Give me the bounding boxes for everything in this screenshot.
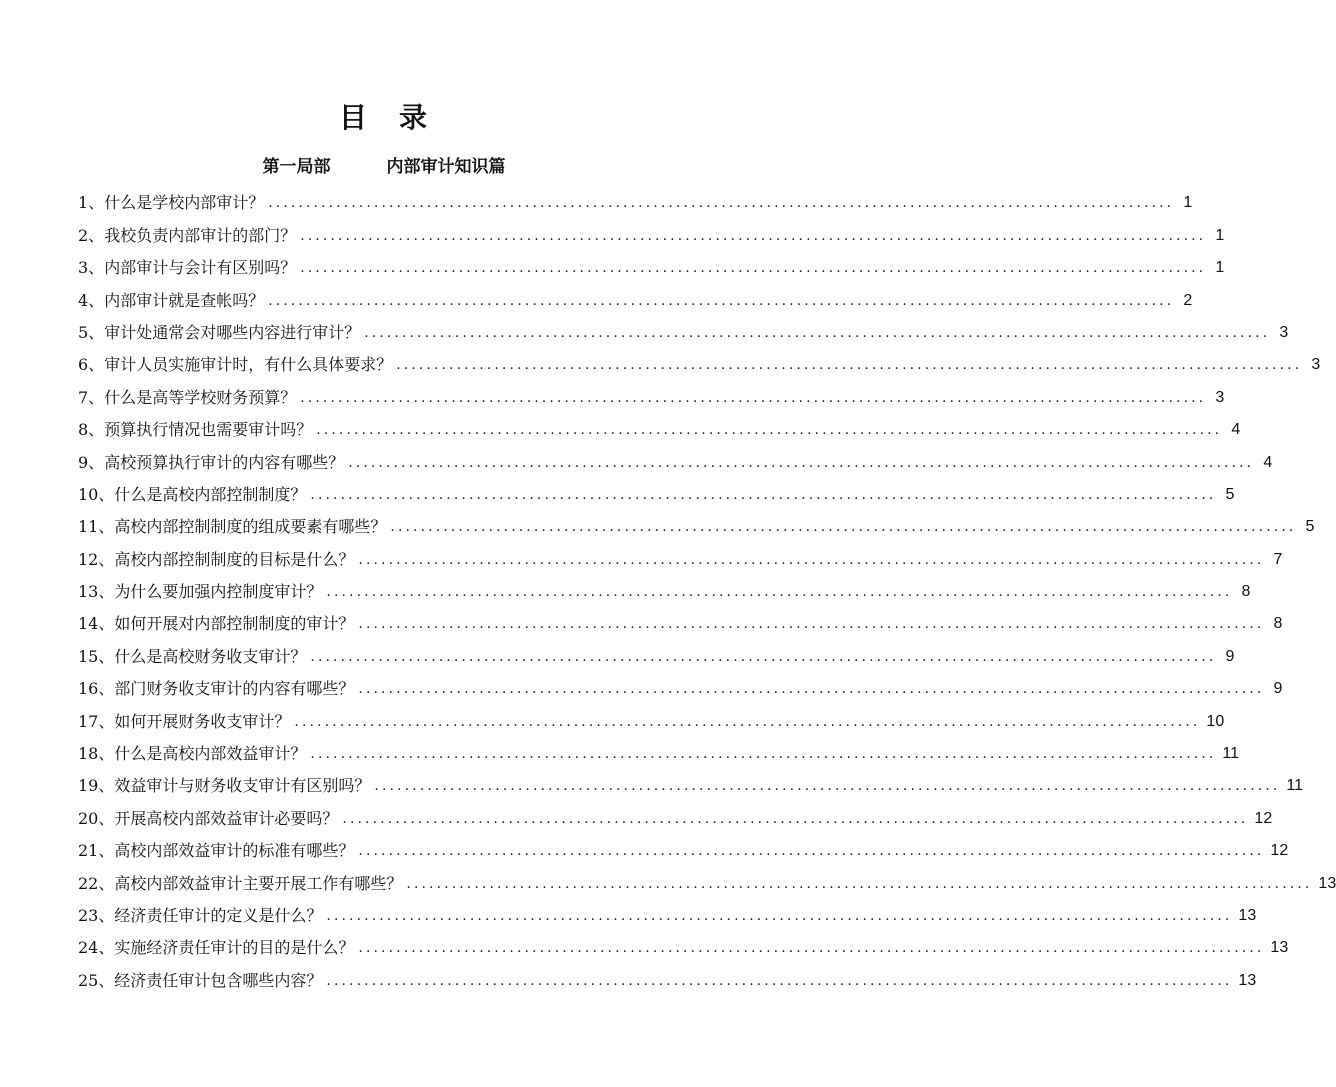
toc-entry-number: 16、: [78, 679, 115, 699]
toc-entry[interactable]: [78, 505, 1315, 537]
toc-entry-title: [78, 809, 342, 829]
toc-leader-dots: ........................................................................................................................: [326, 584, 1233, 601]
toc-entry[interactable]: [78, 829, 1289, 861]
toc-leader-dots: ........................................................................................................................: [374, 778, 1281, 795]
toc-entry-label: 我校负责内部审计的部门？: [104, 225, 297, 245]
toc-leader-dots: ........................................................................................................................: [358, 616, 1265, 633]
toc-entry-title: [78, 679, 358, 699]
toc-entry-title: [78, 906, 326, 926]
toc-leader-dots: ........................................................................................................................: [358, 681, 1265, 698]
toc-entry-title: [78, 938, 358, 958]
toc-entry-label: 高校内部效益审计主要开展工作有哪些？: [114, 873, 403, 893]
toc-entry-title: [78, 647, 310, 667]
toc-entry-number: 5、: [78, 322, 105, 342]
toc-entry-label: 部门财务收支审计的内容有哪些？: [114, 679, 355, 699]
toc-entry[interactable]: [78, 667, 1283, 699]
toc-entry[interactable]: [78, 894, 1257, 926]
toc-entry-number: 13、: [78, 582, 115, 602]
toc-leader-dots: ........................................................................................................................: [326, 972, 1233, 989]
toc-page-number: 8: [1241, 583, 1251, 601]
toc-page-number: 9: [1225, 647, 1235, 665]
toc-entry[interactable]: [78, 278, 1193, 310]
toc-entry-number: 8、: [78, 420, 105, 440]
toc-entry[interactable]: [78, 926, 1289, 958]
toc-entry-number: 10、: [78, 484, 115, 504]
toc-page-number: 9: [1273, 680, 1283, 698]
toc-entry[interactable]: [78, 958, 1257, 990]
toc-page-number: 11: [1222, 745, 1240, 763]
toc-entry-number: 21、: [78, 841, 115, 861]
toc-entry-title: [78, 193, 268, 213]
toc-entry[interactable]: [78, 408, 1241, 440]
toc-leader-dots: ........................................................................................................................: [358, 940, 1265, 957]
toc-leader-dots: ........................................................................................................................: [390, 519, 1297, 536]
title-char-2: 录: [399, 101, 430, 134]
toc-page-number: 7: [1273, 550, 1283, 568]
toc-leader-dots: ........................................................................................................................: [310, 746, 1217, 763]
toc-leader-dots: ........................................................................................................................: [300, 227, 1207, 244]
toc-entry[interactable]: [78, 343, 1321, 375]
toc-entry-title: [78, 258, 300, 278]
toc-entry-label: 预算执行情况也需要审计吗？: [104, 420, 313, 440]
toc-entry-number: 24、: [78, 938, 115, 958]
toc-page-number: 3: [1311, 356, 1321, 374]
toc-entry-label: 经济责任审计包含哪些内容？: [114, 970, 323, 990]
toc-leader-dots: ........................................................................................................................: [396, 357, 1303, 374]
toc-entry-number: 12、: [78, 549, 115, 569]
toc-entry-title: [78, 388, 300, 408]
toc-entry-number: 11、: [78, 517, 115, 537]
toc-entry-label: 如何开展财务收支审计？: [114, 711, 291, 731]
toc-entry-label: 如何开展对内部控制制度的审计？: [114, 614, 355, 634]
toc-leader-dots: ........................................................................................................................: [268, 292, 1175, 309]
toc-page-number: 1: [1215, 259, 1225, 277]
toc-entry-label: 什么是高校内部控制制度？: [114, 484, 307, 504]
toc-leader-dots: ........................................................................................................................: [358, 843, 1265, 860]
toc-entry[interactable]: [78, 537, 1283, 569]
toc-entry-number: 22、: [78, 873, 115, 893]
toc-entry-number: 17、: [78, 711, 115, 731]
table-of-contents: [78, 181, 1336, 991]
toc-page-number: 5: [1305, 518, 1315, 536]
toc-entry-title: [78, 355, 396, 375]
toc-leader-dots: ........................................................................................................................: [310, 486, 1217, 503]
toc-entry-number: 2、: [78, 225, 105, 245]
toc-leader-dots: ........................................................................................................................: [294, 713, 1201, 730]
toc-entry-title: [78, 550, 358, 570]
toc-entry[interactable]: [78, 440, 1273, 472]
toc-page-number: 4: [1263, 453, 1273, 471]
toc-entry-title: [78, 453, 348, 473]
toc-entry-number: 19、: [78, 776, 115, 796]
toc-entry-label: 审计处通常会对哪些内容进行审计？: [104, 322, 361, 342]
toc-page-number: 13: [1318, 874, 1336, 892]
toc-entry[interactable]: [78, 246, 1225, 278]
toc-entry-label: 经济责任审计的定义是什么？: [114, 905, 323, 925]
toc-leader-dots: ........................................................................................................................: [316, 422, 1223, 439]
toc-entry-label: 审计人员实施审计时，有什么具体要求？: [104, 355, 393, 375]
toc-entry-label: 效益审计与财务收支审计有区别吗？: [114, 776, 371, 796]
section-part-label: 第一局部: [262, 157, 331, 177]
toc-page-number: 3: [1279, 323, 1289, 341]
toc-entry-number: 14、: [78, 614, 115, 634]
toc-entry[interactable]: [78, 602, 1283, 634]
toc-entry-label: 实施经济责任审计的目的是什么？: [114, 938, 355, 958]
toc-entry[interactable]: [78, 375, 1225, 407]
toc-entry-title: [78, 971, 326, 991]
toc-entry-title: [78, 226, 300, 246]
toc-page-number: 2: [1183, 291, 1193, 309]
toc-page-number: 4: [1231, 421, 1241, 439]
toc-entry-label: 什么是高等学校财务预算？: [104, 387, 297, 407]
toc-entry-number: 1、: [78, 193, 105, 213]
toc-entry-number: 9、: [78, 452, 105, 472]
toc-entry-number: 18、: [78, 744, 115, 764]
toc-page-number: 12: [1270, 842, 1289, 860]
toc-entry[interactable]: [78, 570, 1251, 602]
toc-leader-dots: ........................................................................................................................: [268, 195, 1175, 212]
toc-entry-label: 什么是高校财务收支审计？: [114, 646, 307, 666]
toc-entry-number: 7、: [78, 387, 105, 407]
toc-entry-number: 15、: [78, 646, 115, 666]
toc-page-number: 12: [1254, 809, 1273, 827]
toc-entry-number: 23、: [78, 905, 115, 925]
toc-page-number: 8: [1273, 615, 1283, 633]
toc-entry[interactable]: [78, 764, 1304, 796]
toc-entry-number: 20、: [78, 808, 115, 828]
toc-entry-label: 什么是学校内部审计？: [104, 193, 265, 213]
toc-entry-label: 开展高校内部效益审计必要吗？: [114, 808, 339, 828]
toc-entry[interactable]: [78, 732, 1240, 764]
toc-entry-number: 6、: [78, 355, 105, 375]
toc-leader-dots: ........................................................................................................................: [406, 875, 1313, 892]
section-heading: [0, 152, 768, 177]
toc-leader-dots: ........................................................................................................................: [310, 648, 1217, 665]
toc-leader-dots: ........................................................................................................................: [300, 389, 1207, 406]
toc-entry-label: 为什么要加强内控制度审计？: [114, 582, 323, 602]
toc-entry-title: [78, 291, 268, 311]
toc-entry-title: [78, 517, 390, 537]
toc-page-number: 13: [1270, 939, 1289, 957]
toc-entry-title: [78, 712, 294, 732]
toc-entry-title: [78, 776, 374, 796]
toc-page-number: 1: [1215, 226, 1225, 244]
toc-entry[interactable]: [78, 634, 1235, 666]
toc-entry-title: [78, 582, 326, 602]
toc-entry-title: [78, 744, 310, 764]
toc-leader-dots: ........................................................................................................................: [364, 324, 1271, 341]
toc-entry-label: 高校内部效益审计的标准有哪些？: [114, 841, 355, 861]
toc-page-number: 5: [1225, 485, 1235, 503]
toc-leader-dots: ........................................................................................................................: [326, 907, 1233, 924]
toc-entry[interactable]: [78, 213, 1225, 245]
toc-entry[interactable]: [78, 311, 1289, 343]
toc-entry-title: [78, 323, 364, 343]
toc-entry[interactable]: [78, 699, 1225, 731]
toc-entry-number: 3、: [78, 258, 105, 278]
toc-entry-title: [78, 420, 316, 440]
toc-entry-number: 25、: [78, 970, 115, 990]
toc-entry-title: [78, 841, 358, 861]
toc-entry-label: 高校内部控制制度的目标是什么？: [114, 549, 355, 569]
toc-leader-dots: ........................................................................................................................: [348, 454, 1255, 471]
toc-entry-number: 4、: [78, 290, 105, 310]
toc-entry[interactable]: [78, 796, 1273, 828]
toc-entry-title: [78, 874, 406, 894]
page-title: [0, 96, 768, 136]
toc-entry-label: 内部审计就是查帐吗？: [104, 290, 265, 310]
section-name: 内部审计知识篇: [386, 157, 506, 177]
toc-entry-label: 内部审计与会计有区别吗？: [104, 258, 297, 278]
toc-entry[interactable]: [78, 181, 1193, 213]
toc-entry-label: 什么是高校内部效益审计？: [114, 744, 307, 764]
toc-page-number: 3: [1215, 388, 1225, 406]
toc-page-number: 11: [1286, 777, 1304, 795]
toc-entry[interactable]: [78, 861, 1336, 893]
toc-entry-title: [78, 614, 358, 634]
toc-entry-label: 高校预算执行审计的内容有哪些？: [104, 452, 345, 472]
toc-page-number: 1: [1183, 194, 1193, 212]
toc-page-number: 13: [1238, 906, 1257, 924]
toc-entry-label: 高校内部控制制度的组成要素有哪些？: [114, 517, 387, 537]
toc-entry-title: [78, 485, 310, 505]
toc-page-number: 10: [1206, 712, 1225, 730]
title-char-1: 目: [338, 101, 369, 134]
toc-leader-dots: ........................................................................................................................: [342, 810, 1249, 827]
toc-page-number: 13: [1238, 971, 1257, 989]
toc-leader-dots: ........................................................................................................................: [300, 260, 1207, 277]
toc-leader-dots: ........................................................................................................................: [358, 551, 1265, 568]
toc-entry[interactable]: [78, 473, 1235, 505]
